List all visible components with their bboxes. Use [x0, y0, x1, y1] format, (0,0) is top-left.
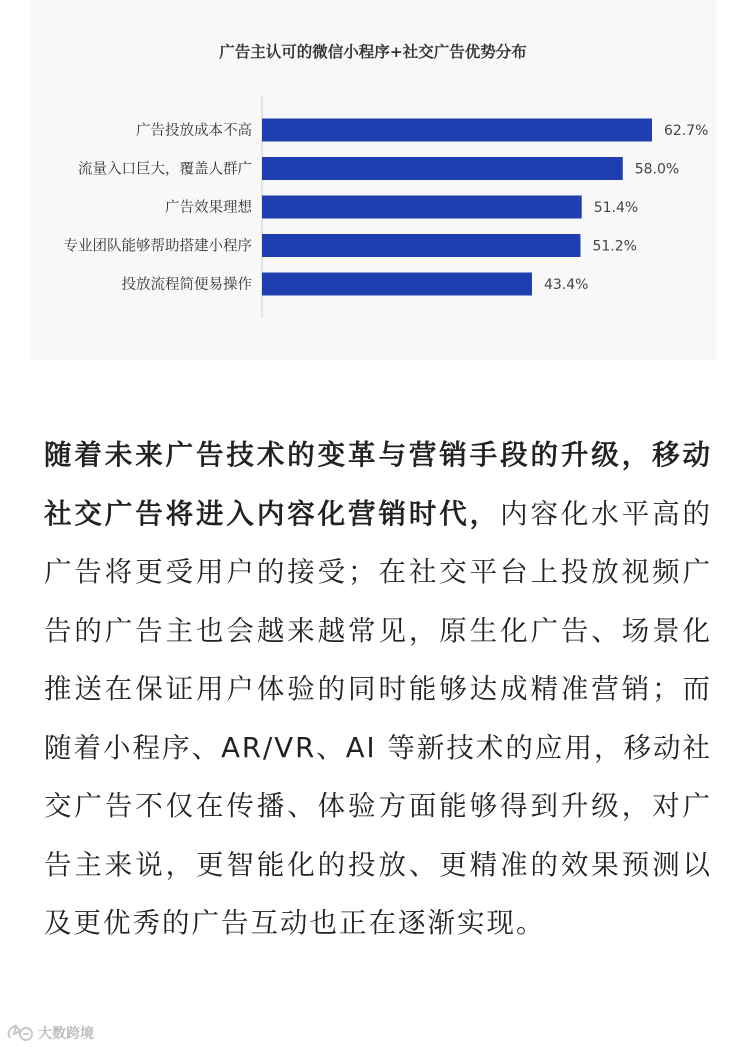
bar	[262, 157, 623, 180]
bar	[262, 119, 652, 142]
category-label: 流量入口巨大，覆盖人群广	[78, 161, 252, 178]
article-body-text: 内容化水平高的广告将更受用户的接受；在社交平台上投放视频广告的广告主也会越来越常见，原生化广告、场景化推送在保证用户体验的同时能够达成精准营销；而随着小程序、AR/VR、AI 等新技术的应用，移动社交广告不仅在传播、体验方面能够得到升级，对广告主来说，更智能化的投放、更精准的效果预测以及更优秀的广告互动也正在逐渐实现。	[44, 497, 713, 939]
article-bold-text: 随着未来广告技术的变革与营销手段的升级，移动社交广告将进入内容化营销时代，	[44, 439, 712, 530]
chart-title: 广告主认可的微信小程序+社交广告优势分布	[219, 43, 527, 61]
category-label: 专业团队能够帮助搭建小程序	[63, 238, 252, 255]
bar	[262, 196, 582, 219]
value-label: 51.4%	[593, 200, 639, 216]
bar	[262, 234, 580, 257]
value-label: 51.2%	[592, 238, 637, 255]
category-label: 广告投放成本不高	[136, 123, 252, 139]
category-label: 广告效果理想	[165, 200, 252, 216]
value-label: 43.4%	[543, 277, 589, 293]
watermark	[6, 1021, 94, 1045]
category-label: 投放流程简便易操作	[121, 277, 252, 293]
watermark-logo-icon	[6, 1022, 34, 1044]
article-paragraph	[44, 426, 712, 953]
value-label: 58.0%	[634, 161, 680, 178]
bar-chart	[30, 0, 716, 360]
watermark-text: 大数跨境	[38, 1026, 94, 1042]
value-label: 62.7%	[663, 123, 709, 139]
bar	[262, 273, 532, 296]
chart-panel	[30, 0, 716, 360]
